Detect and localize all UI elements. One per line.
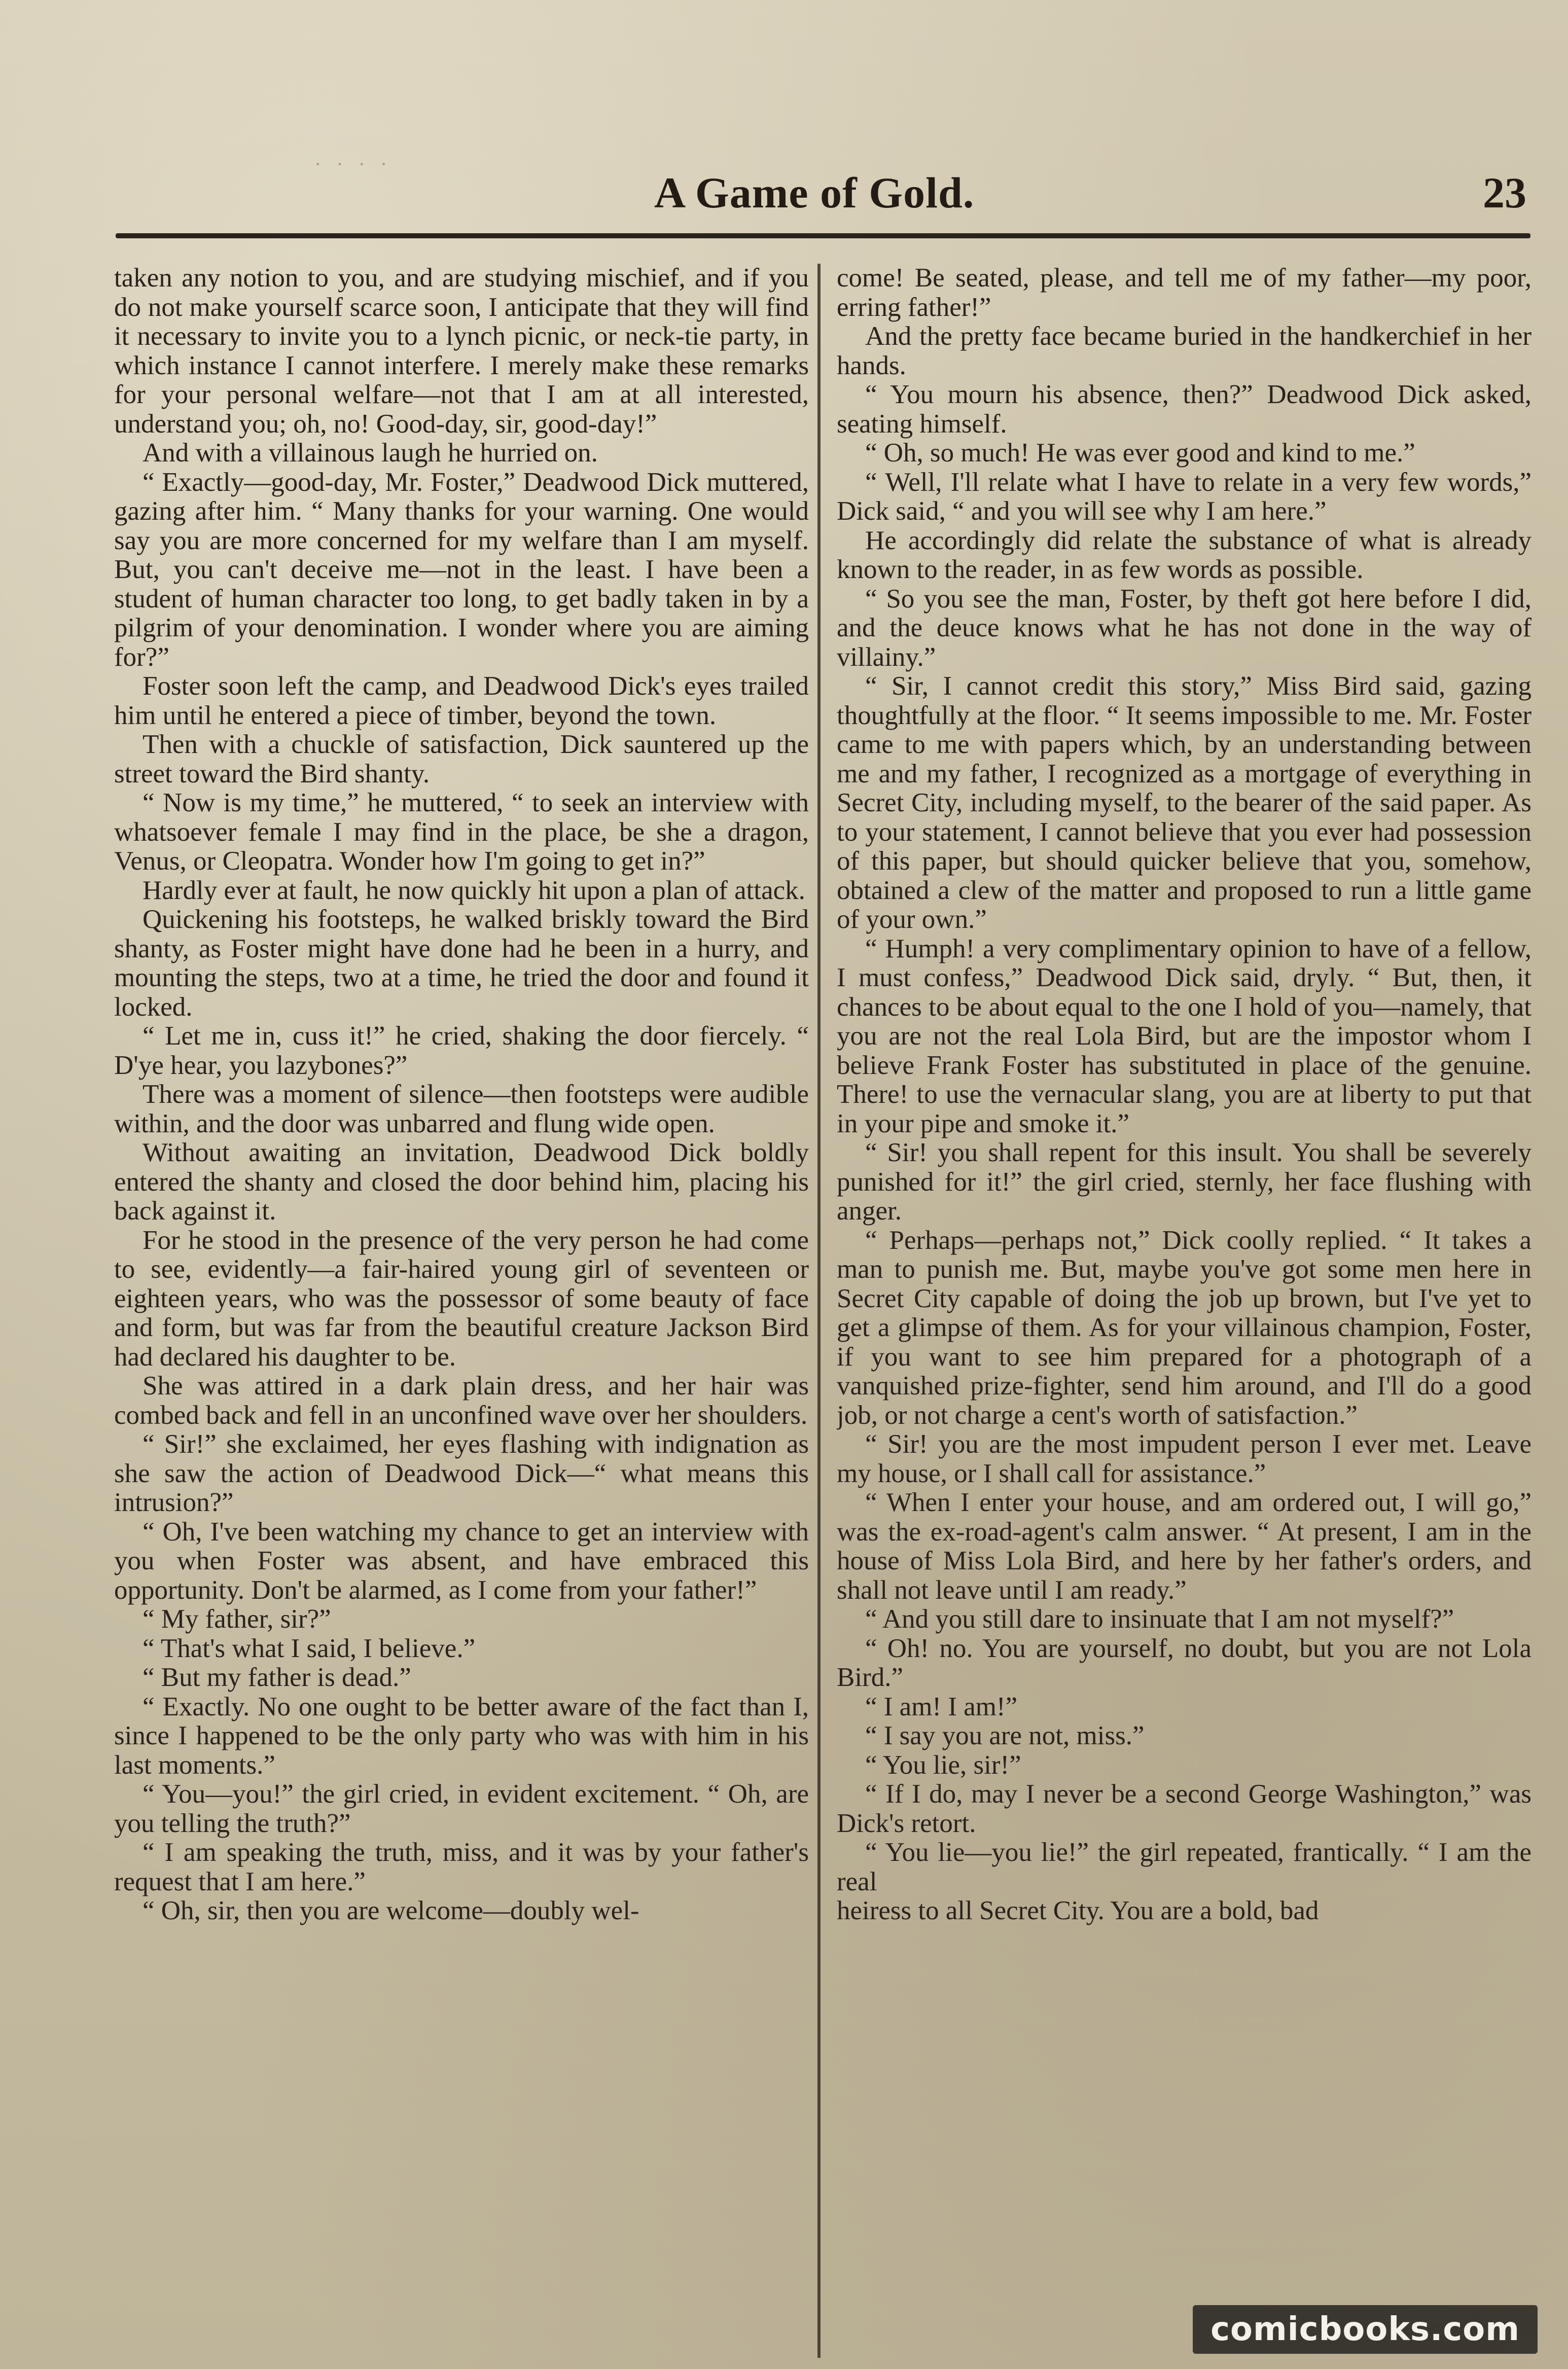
paragraph: “ So you see the man, Foster, by theft got here before I did, and the deuce knows what he has not done in the way of villainy.” (837, 584, 1531, 672)
paragraph: “ Sir! you shall repent for this insult. You shall be severely punished for it!” the girl cried, sternly, her face flushing with anger. (837, 1138, 1531, 1226)
right-column (837, 264, 1531, 2368)
paragraph: “ You lie, sir!” (865, 1750, 1021, 1780)
paragraph: “ You mourn his absence, then?” Deadwood Dick asked, seating himself. (837, 380, 1531, 439)
paragraph: “ When I enter your house, and am ordered out, I will go,” was the ex-road-agent's calm answer. “ At present, I am in the house of Miss Lola Bird, and here by her father's orders, and shall not leave until I am ready.” (837, 1488, 1531, 1605)
paragraph: And the pretty face became buried in the handkerchief in her hands. (837, 321, 1531, 380)
paragraph: “ Sir! you are the most impudent person I ever met. Leave my house, or I shall call for assistance.” (837, 1429, 1531, 1488)
paragraph: There was a moment of silence—then footsteps were audible within, and the door was unbarred and flung wide open. (114, 1080, 809, 1138)
paragraph: taken any notion to you, and are studying mischief, and if you do not make yourself scarce soon, I anticipate that they will find it necessary to invite you to a lynch picnic, or neck-tie party, in which instance I cannot interfere. I merely make these remarks for your personal welfare—not that I am at all interested, understand you; oh, no! Good-day, sir, good-day!” (114, 264, 809, 439)
left-column (114, 264, 809, 2368)
running-header (0, 167, 1568, 228)
paragraph: For he stood in the presence of the very person he had come to see, evidently—a fair-haired young girl of seventeen or eighteen years, who was the possessor of some beauty of face and form, but was far from the beautiful creature Jackson Bird had declared his daughter to be. (114, 1225, 809, 1372)
page-number: 23 (1483, 168, 1526, 217)
print-specks: · · · · (314, 153, 393, 175)
paragraph: “ That's what I said, I believe.” (142, 1633, 476, 1663)
paragraph: Foster soon left the camp, and Deadwood Dick's eyes trailed him until he entered a piece of timber, beyond the town. (114, 671, 809, 730)
paragraph: “ And you still dare to insinuate that I am not myself?” (865, 1604, 1454, 1634)
paragraph: “ Oh, sir, then you are welcome—doubly wel- (142, 1896, 639, 1925)
paragraph: She was attired in a dark plain dress, and her hair was combed back and fell in an unconfined wave over her shoulders. (114, 1371, 809, 1430)
watermark-logo: comicbooks.com (1193, 2305, 1538, 2354)
paragraph: He accordingly did relate the substance of what is already known to the reader, in as few words as possible. (837, 525, 1531, 584)
paragraph: “ Let me in, cuss it!” he cried, shaking the door fiercely. “ D'ye hear, you lazybones?” (114, 1021, 809, 1080)
header-rule (116, 233, 1530, 238)
paragraph: heiress to all Secret City. You are a bold, bad (837, 1896, 1319, 1925)
paragraph: “ Perhaps—perhaps not,” Dick coolly replied. “ It takes a man to punish me. But, maybe you've got some men here in Secret City capable of doing the job up brown, but I've yet to get a glimpse of them. As for your villainous champion, Foster, if you want to see him prepared for a photograph of a vanquished prize-fighter, send him around, and I'll do a good job, or not charge a cent's worth of satisfaction.” (837, 1225, 1531, 1430)
page-title: A Game of Gold. (654, 168, 975, 217)
paragraph: “ I say you are not, miss.” (865, 1721, 1145, 1750)
paragraph: “ Now is my time,” he muttered, “ to seek an interview with whatsoever female I may find in the place, be she a dragon, Venus, or Cleopatra. Wonder how I'm going to get in?” (114, 788, 809, 876)
paragraph: Hardly ever at fault, he now quickly hit upon a plan of attack. (142, 875, 805, 905)
paragraph: “ Oh, I've been watching my chance to get an interview with you when Foster was absent, and have embraced this opportunity. Don't be alarmed, as I come from your father!” (114, 1517, 809, 1605)
paragraph: “ My father, sir?” (142, 1604, 331, 1634)
paragraph: “ Oh, so much! He was ever good and kind to me.” (865, 438, 1415, 468)
column-divider (817, 264, 821, 2358)
paragraph: Without awaiting an invitation, Deadwood Dick boldly entered the shanty and closed the door behind him, placing his back against it. (114, 1138, 809, 1226)
paragraph: Then with a chuckle of satisfaction, Dick sauntered up the street toward the Bird shanty. (114, 730, 809, 788)
paragraph: “ Sir!” she exclaimed, her eyes flashing with indignation as she saw the action of Deadwood Dick—“ what means this intrusion?” (114, 1429, 809, 1517)
paragraph: “ Sir, I cannot credit this story,” Miss Bird said, gazing thoughtfully at the floor. “ It seems impossible to me. Mr. Foster came to me with papers which, by an understanding between me and my father, I recognized as a mortgage of everything in Secret City, including myself, to the bearer of the said paper. As to your statement, I cannot believe that you ever had possession of this paper, but should quicker believe that you, somehow, obtained a clew of the matter and proposed to run a little game of your own.” (837, 671, 1531, 934)
paragraph: “ Exactly. No one ought to be better aware of the fact than I, since I happened to be the only party who was with him in his last moments.” (114, 1692, 809, 1780)
paragraph: “ But my father is dead.” (142, 1663, 411, 1692)
paragraph: And with a villainous laugh he hurried on. (142, 438, 598, 468)
paragraph: come! Be seated, please, and tell me of my father—my poor, erring father!” (837, 264, 1531, 322)
paragraph: “ You lie—you lie!” the girl repeated, frantically. “ I am the real (837, 1838, 1531, 1896)
paragraph: “ I am! I am!” (865, 1692, 1018, 1721)
paragraph: “ You—you!” the girl cried, in evident excitement. “ Oh, are you telling the truth?” (114, 1779, 809, 1838)
paragraph: “ If I do, may I never be a second George Washington,” was Dick's retort. (837, 1779, 1531, 1838)
paragraph: “ Well, I'll relate what I have to relate in a very few words,” Dick said, “ and you will see why I am here.” (837, 467, 1531, 526)
paragraph: “ Exactly—good-day, Mr. Foster,” Deadwood Dick muttered, gazing after him. “ Many thanks for your warning. One would say you are more concerned for my welfare than I am myself. But, you can't deceive me—not in the least. I have been a student of human character too long, to get badly taken in by a pilgrim of your denomination. I wonder where you are aiming for?” (114, 467, 809, 672)
paragraph: “ I am speaking the truth, miss, and it was by your father's request that I am here.” (114, 1838, 809, 1896)
paragraph: Quickening his footsteps, he walked briskly toward the Bird shanty, as Foster might have done had he been in a hurry, and mounting the steps, two at a time, he tried the door and found it locked. (114, 905, 809, 1022)
paragraph: “ Oh! no. You are yourself, no doubt, but you are not Lola Bird.” (837, 1633, 1531, 1692)
paragraph: “ Humph! a very complimentary opinion to have of a fellow, I must confess,” Deadwood Dick said, dryly. “ But, then, it chances to be about equal to the one I hold of you—namely, that you are not the real Lola Bird, but are the impostor whom I believe Frank Foster has substituted in place of the genuine. There! to use the vernacular slang, you are at liberty to put that in your pipe and smoke it.” (837, 934, 1531, 1138)
